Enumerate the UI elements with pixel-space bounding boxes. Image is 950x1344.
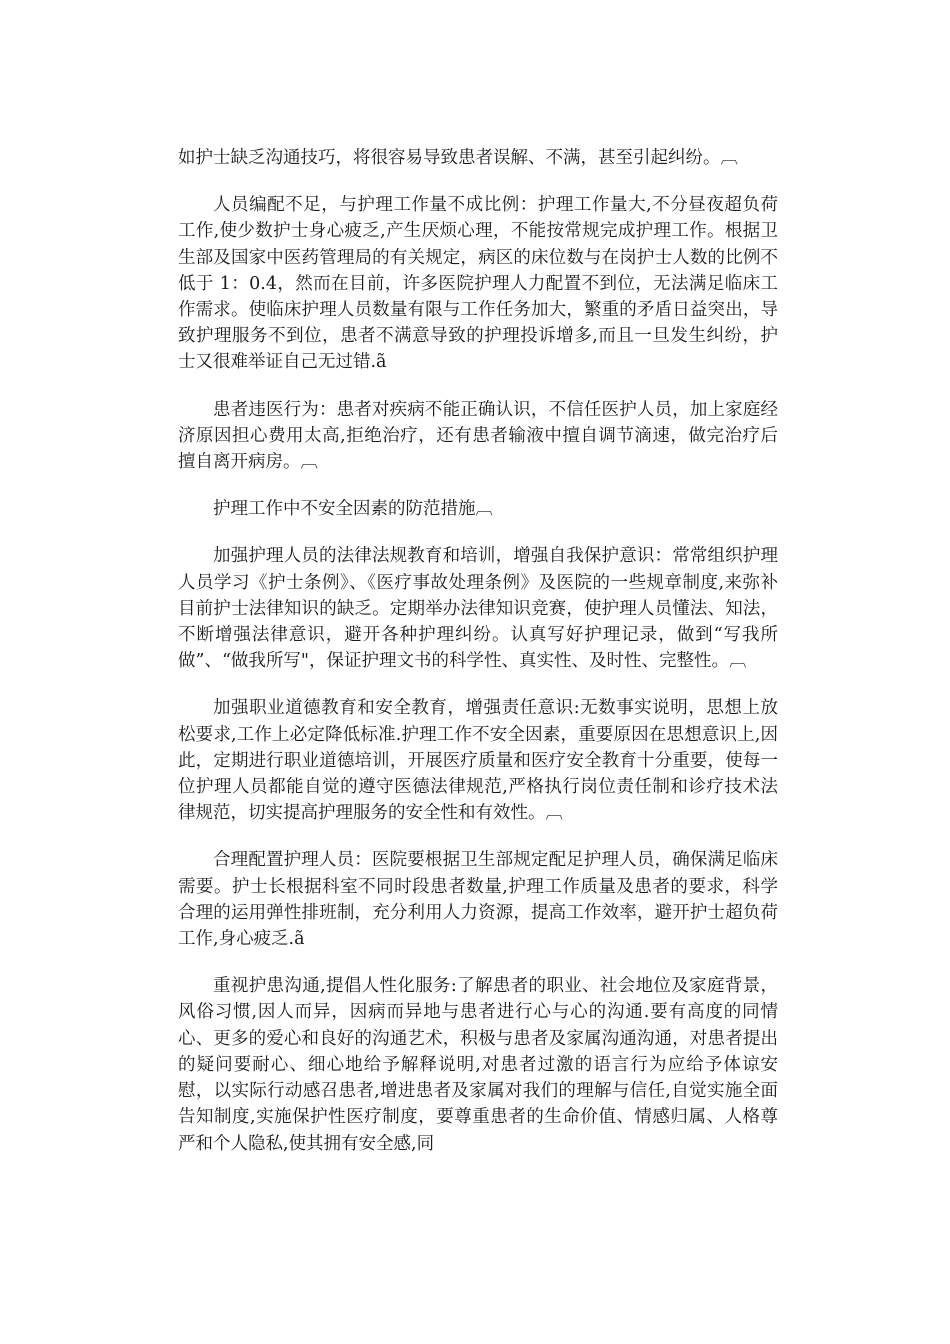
document-body <box>178 145 778 1178</box>
paragraph-ethics-education: 加强职业道德教育和安全教育，增强责任意识:无数事实说明，思想上放松要求,工作上必定降低标准.护理工作不安全因素，重要原因在思想意识上,因此，定期进行职业道德培训，开展医疗质量和医疗安全教育十分重要，使每一位护理人员都能自觉的遵守医德法律规范,严格执行岗位责任制和诊疗技术法律规范，切实提高护理服务的安全性和有效性。︹ <box>178 698 778 824</box>
paragraph-communication-skills: 如护士缺乏沟通技巧，将很容易导致患者误解、不满，甚至引起纠纷。︹ <box>178 148 738 168</box>
paragraph-patient-noncompliance: 患者违医行为：患者对疾病不能正确认识，不信任医护人员，加上家庭经济原因担心费用太高,拒绝治疗，还有患者输液中擅自调节滴速，做完治疗后擅自离开病房。︹ <box>178 399 778 473</box>
paragraph-staffing-shortage: 人员编配不足，与护理工作量不成比例：护理工作量大,不分昼夜超负荷工作,使少数护士身心疲乏,产生厌烦心理，不能按常规完成护理工作。根据卫生部及国家中医药管理局的有关规定，病区的床位数与在岗护士人数的比例不低于 1：0.4，然而在目前，许多医院护理人力配置不到位，无法满足临床工作需求。使临床护理人员数量有限与工作任务加大，繁重的矛盾日益突出，导致护理服务不到位，患者不满意导致的护理投诉增多,而且一旦发生纠纷，护士又很难举证自己无过错.ã <box>178 195 778 373</box>
paragraph-nurse-patient-communication: 重视护患沟通,提倡人性化服务:了解患者的职业、社会地位及家庭背景，风俗习惯,因人而异，因病而异地与患者进行心与心的沟通.要有高度的同情心、更多的爱心和良好的沟通艺术，积极与患者及家属沟通沟通，对患者提出的疑问要耐心、细心地给予解释说明,对患者过激的语言行为应给予体谅安慰，以实际行动感召患者,增进患者及家属对我们的理解与信任,自觉实施全面告知制度,实施保护性医疗制度，要尊重患者的生命价值、情感归属、人格尊严和个人隐私,使其拥有安全感,同 <box>178 976 778 1154</box>
section-heading-preventive-measures: 护理工作中不安全因素的防范措施︹ <box>213 499 493 520</box>
paragraph-staff-allocation: 合理配置护理人员：医院要根据卫生部规定配足护理人员，确保满足临床需要。护士长根据科室不同时段患者数量,护理工作质量及患者的要求，科学合理的运用弹性排班制，充分利用人力资源，提高工作效率，避开护士超负荷工作,身心疲乏.ã <box>178 850 778 950</box>
paragraph-legal-education: 加强护理人员的法律法规教育和培训，增强自我保护意识：常常组织护理人员学习《护士条例》、《医疗事故处理条例》及医院的一些规章制度,来弥补目前护士法律知识的缺乏。定期举办法律知识竞赛，使护理人员懂法、知法，不断增强法律意识，避开各种护理纠纷。认真写好护理记录，做到“写我所做”、“做我所写"，保证护理文书的科学性、真实性、及时性、完整性。︹ <box>178 546 778 672</box>
